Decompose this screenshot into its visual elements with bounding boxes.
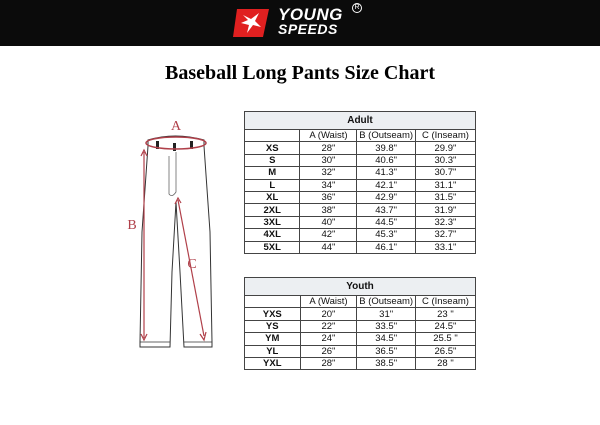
table-cell: 38" bbox=[300, 204, 357, 216]
table-cell: 30.7" bbox=[415, 167, 475, 179]
size-label: YM bbox=[245, 333, 301, 345]
size-label: 5XL bbox=[245, 241, 300, 253]
table-cell: 42" bbox=[300, 229, 357, 241]
table-row bbox=[245, 308, 476, 320]
table-cell: 42.9" bbox=[357, 191, 415, 203]
table-cell: 32.3" bbox=[415, 216, 475, 228]
youth-column-header: B (Outseam) bbox=[357, 296, 415, 308]
size-label: YXL bbox=[245, 357, 301, 369]
table-cell: 30" bbox=[300, 154, 357, 166]
table-cell: 24" bbox=[300, 333, 357, 345]
table-cell: 31" bbox=[357, 308, 415, 320]
size-label: XS bbox=[245, 142, 300, 154]
table-row bbox=[245, 191, 476, 203]
table-cell: 45.3" bbox=[357, 229, 415, 241]
table-row bbox=[245, 345, 476, 357]
size-label: 4XL bbox=[245, 229, 300, 241]
adult-table-title: Adult bbox=[245, 112, 476, 130]
adult-header-row bbox=[245, 130, 476, 142]
table-cell: 38.5" bbox=[357, 357, 415, 369]
table-cell: 29.9" bbox=[415, 142, 475, 154]
table-row bbox=[245, 333, 476, 345]
table-cell: 34.5" bbox=[357, 333, 415, 345]
brand-logo-icon bbox=[233, 7, 275, 39]
table-cell: 44.5" bbox=[357, 216, 415, 228]
table-row bbox=[245, 357, 476, 369]
table-row bbox=[245, 216, 476, 228]
table-cell: 41.3" bbox=[357, 167, 415, 179]
label-b: B bbox=[127, 218, 137, 233]
table-cell: 43.7" bbox=[357, 204, 415, 216]
table-cell: 24.5" bbox=[415, 320, 475, 332]
youth-table-title: Youth bbox=[245, 278, 476, 296]
table-cell: 26" bbox=[300, 345, 357, 357]
table-cell: 26.5" bbox=[415, 345, 475, 357]
table-cell: 32.7" bbox=[415, 229, 475, 241]
table-cell: 30.3" bbox=[415, 154, 475, 166]
table-row bbox=[245, 154, 476, 166]
size-label: 3XL bbox=[245, 216, 300, 228]
page-title: Baseball Long Pants Size Chart bbox=[164, 62, 436, 84]
table-cell: 33.1" bbox=[415, 241, 475, 253]
table-cell: 20" bbox=[300, 308, 357, 320]
label-a: A bbox=[170, 119, 182, 134]
size-label: S bbox=[245, 154, 300, 166]
pants-diagram bbox=[120, 112, 230, 412]
table-cell: 42.1" bbox=[357, 179, 415, 191]
table-cell: 28" bbox=[300, 142, 357, 154]
table-row bbox=[245, 320, 476, 332]
table-cell: 33.5" bbox=[357, 320, 415, 332]
youth-column-header bbox=[245, 296, 301, 308]
table-row bbox=[245, 241, 476, 253]
adult-column-header: B (Outseam) bbox=[357, 130, 415, 142]
table-row bbox=[245, 229, 476, 241]
size-label: L bbox=[245, 179, 300, 191]
table-cell: 31.5" bbox=[415, 191, 475, 203]
registered-mark: R bbox=[352, 3, 362, 13]
table-row bbox=[245, 179, 476, 191]
brand-name-line2: SPEEDS bbox=[278, 21, 338, 37]
table-cell: 25.5 " bbox=[415, 333, 475, 345]
table-cell: 39.8" bbox=[357, 142, 415, 154]
table-cell: 34" bbox=[300, 179, 357, 191]
table-cell: 44" bbox=[300, 241, 357, 253]
youth-header-row bbox=[245, 296, 476, 308]
youth-column-header: A (Waist) bbox=[300, 296, 357, 308]
adult-column-header: C (Inseam) bbox=[415, 130, 475, 142]
header-bar bbox=[0, 0, 600, 46]
table-cell: 36" bbox=[300, 191, 357, 203]
youth-column-header: C (Inseam) bbox=[415, 296, 475, 308]
size-label: M bbox=[245, 167, 300, 179]
size-label: YL bbox=[245, 345, 301, 357]
table-row bbox=[245, 142, 476, 154]
size-label: YXS bbox=[245, 308, 301, 320]
table-row bbox=[245, 167, 476, 179]
adult-size-table bbox=[244, 111, 476, 254]
table-cell: 28 " bbox=[415, 357, 475, 369]
brand-name-line1: YOUNG bbox=[278, 5, 343, 24]
table-cell: 28" bbox=[300, 357, 357, 369]
table-cell: 22" bbox=[300, 320, 357, 332]
table-cell: 40" bbox=[300, 216, 357, 228]
table-cell: 32" bbox=[300, 167, 357, 179]
size-label: YS bbox=[245, 320, 301, 332]
youth-size-table bbox=[244, 277, 476, 370]
adult-column-header bbox=[245, 130, 300, 142]
table-cell: 31.9" bbox=[415, 204, 475, 216]
size-label: 2XL bbox=[245, 204, 300, 216]
table-cell: 31.1" bbox=[415, 179, 475, 191]
adult-column-header: A (Waist) bbox=[300, 130, 357, 142]
label-c: C bbox=[187, 257, 197, 272]
table-row bbox=[245, 204, 476, 216]
table-cell: 23 " bbox=[415, 308, 475, 320]
table-cell: 46.1" bbox=[357, 241, 415, 253]
table-cell: 36.5" bbox=[357, 345, 415, 357]
table-cell: 40.6" bbox=[357, 154, 415, 166]
size-label: XL bbox=[245, 191, 300, 203]
